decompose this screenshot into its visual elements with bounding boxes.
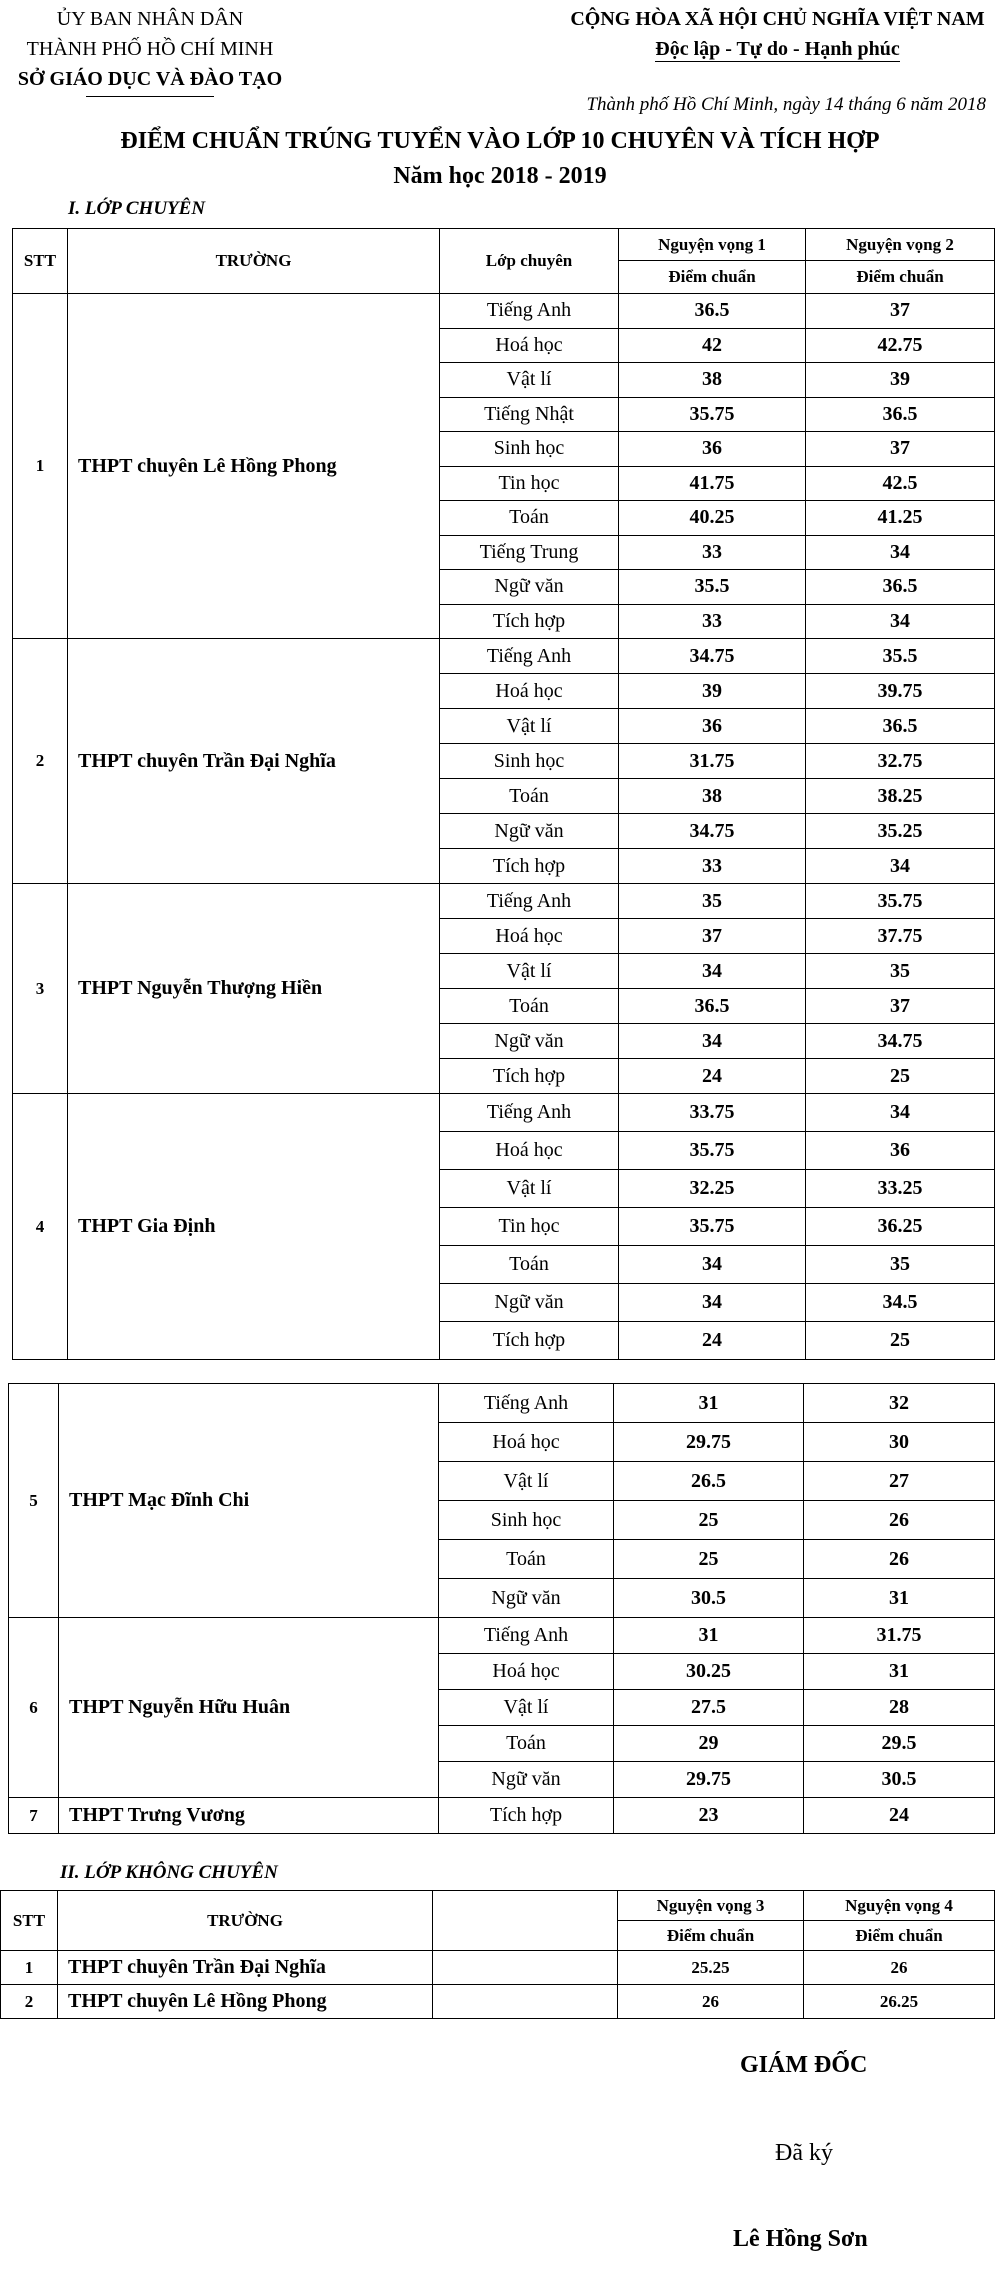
col-header-score-nv4: Điểm chuẩn	[804, 1921, 995, 1951]
stt-cell: 4	[13, 1094, 68, 1360]
score-nv1-cell: 29	[614, 1726, 804, 1762]
score-nv2-cell: 32	[804, 1384, 995, 1423]
subject-cell: Tiếng Anh	[439, 1618, 614, 1654]
header-right-line1: CỘNG HÒA XÃ HỘI CHỦ NGHĨA VIỆT NAM	[570, 8, 985, 30]
stt-cell: 1	[1, 1951, 58, 1985]
stt-cell: 5	[9, 1384, 59, 1618]
subject-cell: Hoá học	[440, 674, 619, 709]
score-nv2-cell: 35	[806, 954, 995, 989]
subject-cell: Sinh học	[440, 744, 619, 779]
score-nv1-cell: 41.75	[619, 466, 806, 501]
col-header-nv4: Nguyện vọng 4	[804, 1891, 995, 1921]
score-nv2-cell: 35.75	[806, 884, 995, 919]
subject-cell: Tiếng Anh	[439, 1384, 614, 1423]
subject-cell: Vật lí	[440, 1170, 619, 1208]
score-nv2-cell: 37	[806, 294, 995, 329]
score-nv1-cell: 38	[619, 779, 806, 814]
score-nv2-cell: 36.5	[806, 397, 995, 432]
empty-cell	[433, 1985, 618, 2019]
score-nv1-cell: 34	[619, 1246, 806, 1284]
score-nv1-cell: 33	[619, 849, 806, 884]
subject-cell: Hoá học	[439, 1423, 614, 1462]
subject-cell: Ngữ văn	[440, 1284, 619, 1322]
subject-cell: Hoá học	[440, 328, 619, 363]
score-nv1-cell: 25	[614, 1540, 804, 1579]
school-name: THPT chuyên Lê Hồng Phong	[68, 294, 440, 639]
score-nv1-cell: 29.75	[614, 1762, 804, 1798]
col-header-empty	[433, 1891, 618, 1951]
subject-cell: Tin học	[440, 1208, 619, 1246]
score-nv1-cell: 34.75	[619, 814, 806, 849]
subject-cell: Tiếng Anh	[440, 1094, 619, 1132]
score-nv1-cell: 25	[614, 1501, 804, 1540]
score-nv1-cell: 34.75	[619, 639, 806, 674]
score-nv1-cell: 35.75	[619, 1132, 806, 1170]
score-nv1-cell: 36.5	[619, 294, 806, 329]
subject-cell: Tiếng Anh	[440, 294, 619, 329]
score-nv4-cell: 26	[804, 1951, 995, 1985]
score-nv2-cell: 27	[804, 1462, 995, 1501]
subject-cell: Ngữ văn	[440, 814, 619, 849]
score-nv2-cell: 25	[806, 1059, 995, 1094]
score-nv4-cell: 26.25	[804, 1985, 995, 2019]
subject-cell: Vật lí	[440, 363, 619, 398]
score-nv1-cell: 34	[619, 954, 806, 989]
subject-cell: Tiếng Nhật	[440, 397, 619, 432]
subject-cell: Toán	[439, 1540, 614, 1579]
subject-cell: Sinh học	[440, 432, 619, 467]
school-name: THPT Trưng Vương	[59, 1798, 439, 1834]
score-nv1-cell: 34	[619, 1024, 806, 1059]
header-left-line2: THÀNH PHỐ HỒ CHÍ MINH	[26, 38, 274, 60]
school-name: THPT chuyên Trần Đại Nghĩa	[68, 639, 440, 884]
subject-cell: Vật lí	[440, 954, 619, 989]
table-row	[9, 1384, 995, 1423]
subject-cell: Ngữ văn	[440, 1024, 619, 1059]
subject-cell: Toán	[440, 989, 619, 1024]
section1-title: I. LỚP CHUYÊN	[68, 198, 206, 219]
col-header-subject: Lớp chuyên	[440, 229, 619, 294]
col-header-stt: STT	[13, 229, 68, 294]
subject-cell: Tiếng Trung	[440, 535, 619, 570]
score-nv2-cell: 32.75	[806, 744, 995, 779]
score-nv1-cell: 36.5	[619, 989, 806, 1024]
subject-cell: Tiếng Anh	[440, 639, 619, 674]
table-row	[13, 884, 995, 919]
score-nv1-cell: 24	[619, 1322, 806, 1360]
page-subtitle: Năm học 2018 - 2019	[393, 163, 607, 189]
score-nv2-cell: 35.25	[806, 814, 995, 849]
score-nv1-cell: 33	[619, 604, 806, 639]
school-name: THPT Nguyễn Hữu Huân	[59, 1618, 439, 1798]
score-nv2-cell: 42.5	[806, 466, 995, 501]
score-nv1-cell: 30.25	[614, 1654, 804, 1690]
score-nv1-cell: 35	[619, 884, 806, 919]
score-nv2-cell: 36	[806, 1132, 995, 1170]
score-nv2-cell: 36.5	[806, 709, 995, 744]
col-header-stt: STT	[1, 1891, 58, 1951]
subject-cell: Hoá học	[440, 1132, 619, 1170]
header-right-line2: Độc lập - Tự do - Hạnh phúc	[655, 38, 900, 60]
score-nv2-cell: 37	[806, 989, 995, 1024]
subject-cell: Tin học	[440, 466, 619, 501]
subject-cell: Vật lí	[439, 1690, 614, 1726]
school-name: THPT chuyên Lê Hồng Phong	[58, 1985, 433, 2019]
subject-cell: Tích hợp	[440, 604, 619, 639]
score-nv1-cell: 30.5	[614, 1579, 804, 1618]
score-nv1-cell: 42	[619, 328, 806, 363]
score-nv2-cell: 34	[806, 604, 995, 639]
score-nv2-cell: 42.75	[806, 328, 995, 363]
score-nv1-cell: 36	[619, 432, 806, 467]
col-header-nv2: Nguyện vọng 2	[806, 229, 995, 261]
subject-cell: Tích hợp	[440, 1059, 619, 1094]
score-nv1-cell: 33	[619, 535, 806, 570]
score-nv3-cell: 25.25	[618, 1951, 804, 1985]
col-header-school: TRƯỜNG	[68, 229, 440, 294]
header-left-line1: ỦY BAN NHÂN DÂN	[56, 8, 244, 30]
subject-cell: Hoá học	[439, 1654, 614, 1690]
date-line: Thành phố Hồ Chí Minh, ngày 14 tháng 6 năm 2018	[586, 94, 986, 115]
header-left-underline	[86, 96, 214, 97]
score-nv2-cell: 38.25	[806, 779, 995, 814]
score-nv1-cell: 36	[619, 709, 806, 744]
col-header-nv3: Nguyện vọng 3	[618, 1891, 804, 1921]
stt-cell: 6	[9, 1618, 59, 1798]
table-row	[13, 639, 995, 674]
score-nv1-cell: 40.25	[619, 501, 806, 536]
score-nv2-cell: 29.5	[804, 1726, 995, 1762]
score-nv2-cell: 37.75	[806, 919, 995, 954]
page-title: ĐIỂM CHUẨN TRÚNG TUYỂN VÀO LỚP 10 CHUYÊN VÀ TÍCH HỢP	[120, 128, 880, 154]
subject-cell: Vật lí	[439, 1462, 614, 1501]
score-nv2-cell: 35	[806, 1246, 995, 1284]
school-name: THPT Gia Định	[68, 1094, 440, 1360]
score-nv1-cell: 35.75	[619, 1208, 806, 1246]
subject-cell: Toán	[439, 1726, 614, 1762]
empty-cell	[433, 1951, 618, 1985]
score-nv1-cell: 38	[619, 363, 806, 398]
col-header-score-nv2: Điểm chuẩn	[806, 261, 995, 294]
subject-cell: Tích hợp	[440, 849, 619, 884]
score-nv2-cell: 31.75	[804, 1618, 995, 1654]
score-nv2-cell: 34.5	[806, 1284, 995, 1322]
col-header-nv1: Nguyện vọng 1	[619, 229, 806, 261]
score-nv1-cell: 27.5	[614, 1690, 804, 1726]
score-nv2-cell: 39.75	[806, 674, 995, 709]
table-row	[13, 294, 995, 329]
score-nv1-cell: 24	[619, 1059, 806, 1094]
table-row	[13, 1094, 995, 1132]
score-nv2-cell: 36.25	[806, 1208, 995, 1246]
score-nv2-cell: 30.5	[804, 1762, 995, 1798]
subject-cell: Sinh học	[439, 1501, 614, 1540]
school-name: THPT Mạc Đĩnh Chi	[59, 1384, 439, 1618]
school-name: THPT chuyên Trần Đại Nghĩa	[58, 1951, 433, 1985]
stt-cell: 3	[13, 884, 68, 1094]
stt-cell: 7	[9, 1798, 59, 1834]
score-nv2-cell: 30	[804, 1423, 995, 1462]
chuyen-table-part2	[8, 1383, 995, 1834]
col-header-school: TRƯỜNG	[58, 1891, 433, 1951]
score-nv2-cell: 35.5	[806, 639, 995, 674]
score-nv2-cell: 34	[806, 535, 995, 570]
score-nv2-cell: 39	[806, 363, 995, 398]
signature-name: Lê Hồng Sơn	[733, 2226, 868, 2252]
score-nv3-cell: 26	[618, 1985, 804, 2019]
score-nv2-cell: 34	[806, 1094, 995, 1132]
score-nv2-cell: 26	[804, 1540, 995, 1579]
score-nv1-cell: 35.5	[619, 570, 806, 605]
score-nv2-cell: 34	[806, 849, 995, 884]
score-nv2-cell: 41.25	[806, 501, 995, 536]
score-nv1-cell: 35.75	[619, 397, 806, 432]
score-nv2-cell: 37	[806, 432, 995, 467]
score-nv1-cell: 31	[614, 1384, 804, 1423]
score-nv1-cell: 33.75	[619, 1094, 806, 1132]
score-nv2-cell: 24	[804, 1798, 995, 1834]
chuyen-table-part1	[12, 228, 995, 1360]
score-nv2-cell: 31	[804, 1654, 995, 1690]
subject-cell: Toán	[440, 501, 619, 536]
signature-title: GIÁM ĐỐC	[740, 2052, 868, 2078]
subject-cell: Hoá học	[440, 919, 619, 954]
subject-cell: Toán	[440, 1246, 619, 1284]
score-nv2-cell: 26	[804, 1501, 995, 1540]
score-nv1-cell: 29.75	[614, 1423, 804, 1462]
score-nv1-cell: 39	[619, 674, 806, 709]
subject-cell: Toán	[440, 779, 619, 814]
subject-cell: Tích hợp	[440, 1322, 619, 1360]
stt-cell: 2	[13, 639, 68, 884]
subject-cell: Ngữ văn	[439, 1579, 614, 1618]
stt-cell: 2	[1, 1985, 58, 2019]
score-nv2-cell: 34.75	[806, 1024, 995, 1059]
table-row	[9, 1618, 995, 1654]
score-nv2-cell: 36.5	[806, 570, 995, 605]
khong-chuyen-table	[0, 1890, 995, 2019]
subject-cell: Tiếng Anh	[440, 884, 619, 919]
col-header-score-nv1: Điểm chuẩn	[619, 261, 806, 294]
subject-cell: Vật lí	[440, 709, 619, 744]
subject-cell: Ngữ văn	[439, 1762, 614, 1798]
score-nv1-cell: 32.25	[619, 1170, 806, 1208]
score-nv1-cell: 37	[619, 919, 806, 954]
header-left-line3: SỞ GIÁO DỤC VÀ ĐÀO TẠO	[17, 68, 283, 90]
score-nv1-cell: 34	[619, 1284, 806, 1322]
header-left	[0, 4, 300, 94]
signature-note: Đã ký	[775, 2140, 833, 2166]
section2-title: II. LỚP KHÔNG CHUYÊN	[60, 1862, 278, 1883]
score-nv1-cell: 31	[614, 1618, 804, 1654]
table-row	[9, 1798, 995, 1834]
score-nv1-cell: 26.5	[614, 1462, 804, 1501]
score-nv1-cell: 31.75	[619, 744, 806, 779]
header-right	[555, 4, 1000, 64]
subject-cell: Tích hợp	[439, 1798, 614, 1834]
subject-cell: Ngữ văn	[440, 570, 619, 605]
school-name: THPT Nguyễn Thượng Hiền	[68, 884, 440, 1094]
score-nv2-cell: 25	[806, 1322, 995, 1360]
score-nv1-cell: 23	[614, 1798, 804, 1834]
stt-cell: 1	[13, 294, 68, 639]
score-nv2-cell: 28	[804, 1690, 995, 1726]
table-row	[1, 1985, 995, 2019]
table-row	[1, 1951, 995, 1985]
score-nv2-cell: 31	[804, 1579, 995, 1618]
col-header-score-nv3: Điểm chuẩn	[618, 1921, 804, 1951]
score-nv2-cell: 33.25	[806, 1170, 995, 1208]
